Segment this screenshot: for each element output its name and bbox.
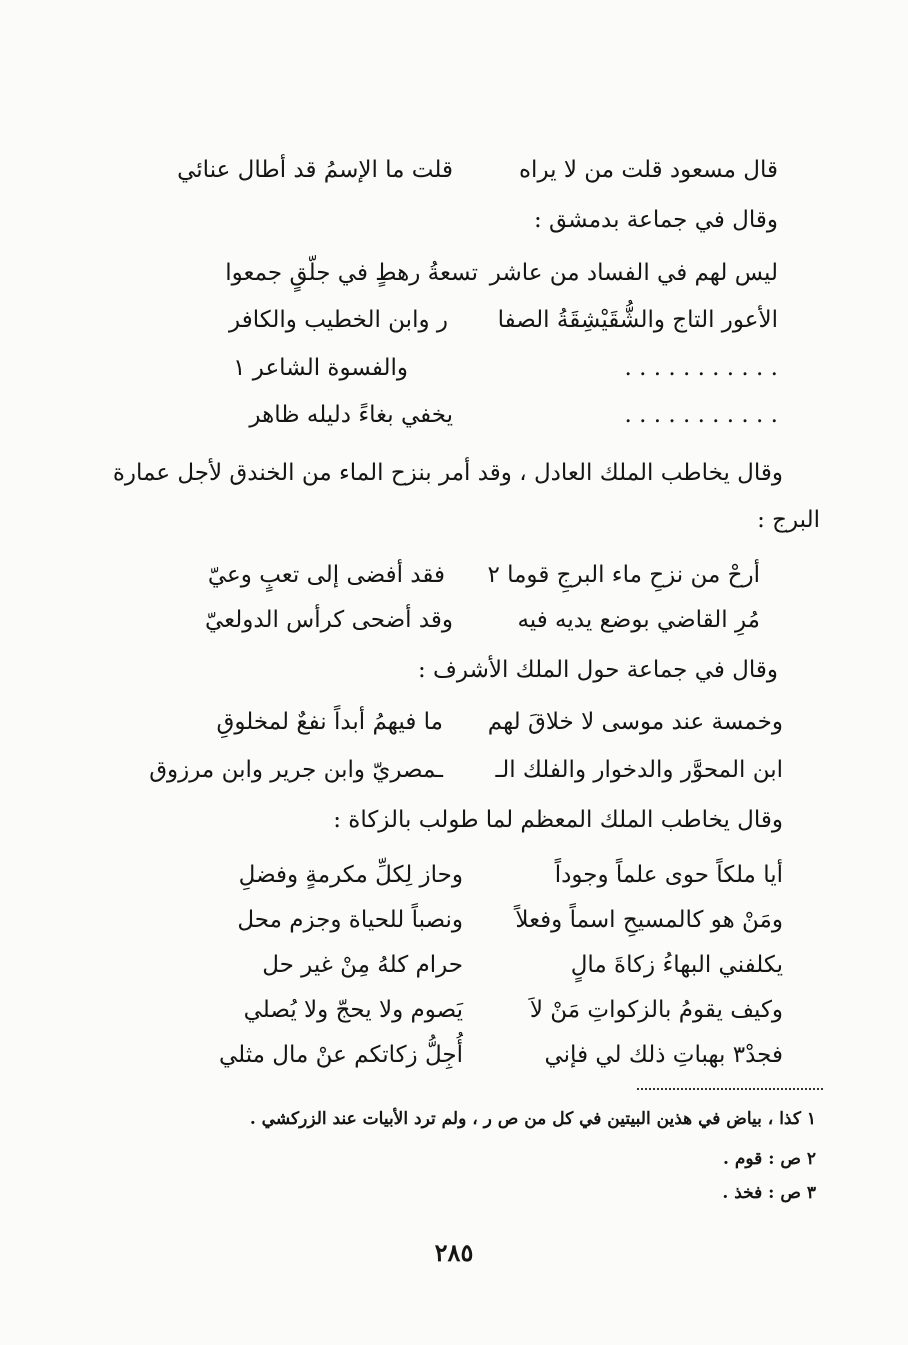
intro-muazzam: وقال يخاطب الملك المعظم لما طولب بالزكاة : <box>333 807 783 833</box>
verse-top-1-left: قلت ما الإسمُ قد أطال عنائي <box>177 157 453 183</box>
verse-damascus-4-left: يخفي بغاءً دليله ظاهر <box>249 402 453 428</box>
verse-damascus-3-right: . . . . . . . . . . . <box>624 355 778 381</box>
footnote-3: ٣ ص : فخذ . <box>722 1183 816 1203</box>
verse-damascus-1-right: ليس لهم في الفساد من عاشر <box>489 260 778 286</box>
intro-adil-line-2: البرج : <box>757 507 820 533</box>
page-number: ٢٨٥ <box>434 1238 474 1267</box>
verse-muazzam-4-right: وكيف يقومُ بالزكواتِ مَنْ لاَ <box>529 997 783 1023</box>
intro-adil-line-1: وقال يخاطب الملك العادل ، وقد أمر بنزح الماء من الخندق لأجل عمارة <box>112 460 783 486</box>
verse-damascus-2-left: ر وابن الخطيب والكافر <box>229 307 448 333</box>
verse-muazzam-5-right: فجدْ٣ بهباتِ ذلك لي فإني <box>544 1042 783 1068</box>
footnote-separator <box>637 1088 823 1090</box>
verse-adil-2-right: مُرِ القاضي بوضع يديه فيه <box>517 607 760 633</box>
verse-adil-2-left: وقد أضحى كرأس الدولعيّ <box>204 607 453 633</box>
intro-ashraf: وقال في جماعة حول الملك الأشرف : <box>418 657 778 683</box>
verse-adil-1-left: فقد أفضى إلى تعبٍ وعيّ <box>207 562 445 588</box>
verse-ashraf-2-right: ابن المحوَّر والدخوار والفلك الـ <box>495 757 783 783</box>
verse-ashraf-2-left: ـمصريّ وابن جرير وابن مرزوق <box>149 757 443 783</box>
footnote-2: ٢ ص : قوم . <box>723 1149 816 1169</box>
intro-damascus: وقال في جماعة بدمشق : <box>533 207 778 233</box>
verse-muazzam-1-left: وحاز لِكلِّ مكرمةٍ وفضلِ <box>238 862 463 888</box>
footnote-1: ١ كذا ، بياض في هذين البيتين في كل من ص ر ، ولم ترد الأبيات عند الزركشي . <box>249 1109 816 1129</box>
verse-muazzam-5-left: أُجِلُّ زكاتكم عنْ مال مثلي <box>218 1042 463 1068</box>
verse-muazzam-3-right: يكلفني البهاءُ زكاةَ مالٍ <box>570 952 783 978</box>
verse-damascus-2-right: الأعور التاج والشُّقَيْشِقَةُ الصفا <box>497 307 778 333</box>
verse-ashraf-1-left: ما فيهمُ أبداً نفعٌ لمخلوقِ <box>216 709 443 735</box>
verse-muazzam-1-right: أيا ملكاً حوى علماً وجوداً <box>554 862 783 888</box>
verse-muazzam-3-left: حرام كلهُ مِنْ غير حل <box>262 952 463 978</box>
verse-ashraf-1-right: وخمسة عند موسى لا خلاقَ لهم <box>487 709 783 735</box>
verse-muazzam-4-left: يَصوم ولا يحجّ ولا يُصلي <box>243 997 463 1023</box>
verse-top-1-right: قال مسعود قلت من لا يراه <box>519 157 778 183</box>
verse-damascus-3-left: والفسوة الشاعر ١ <box>233 355 408 381</box>
verse-damascus-1-left: تسعةُ رهطٍ في جلّقٍ جمعوا <box>225 260 478 286</box>
verse-damascus-4-right: . . . . . . . . . . . <box>624 402 778 428</box>
verse-adil-1-right: أرحْ من نزحِ ماء البرجِ قوما ٢ <box>487 562 760 588</box>
verse-muazzam-2-right: ومَنْ هو كالمسيحِ اسماً وفعلاً <box>515 907 783 933</box>
verse-muazzam-2-left: ونصباً للحياة وجزم محل <box>237 907 463 933</box>
